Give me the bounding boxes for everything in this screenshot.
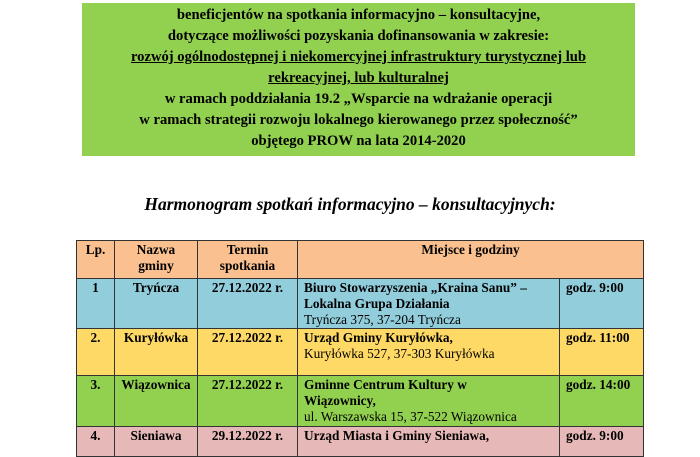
header-nazwa-line1: Nazwa <box>136 242 176 257</box>
header-line-1: beneficjentów na spotkania informacyjno – konsultacyjne, <box>176 7 541 23</box>
header-termin <box>198 241 298 279</box>
row-termin: 29.12.2022 r. <box>198 427 298 457</box>
place-name-line2: Wiązownicy, <box>304 393 376 408</box>
row-hour: godz. 9:00 <box>560 427 644 457</box>
place-name-line1: Biuro Stowarzyszenia „Kraina Sanu” – <box>304 280 527 295</box>
table-row <box>77 329 644 376</box>
place-address: Kuryłówka 527, 37-303 Kuryłówka <box>304 346 495 361</box>
row-place <box>298 329 560 376</box>
place-name-line1: Urząd Gminy Kuryłówka, <box>304 330 453 345</box>
row-hour: godz. 14:00 <box>560 376 644 427</box>
meeting-schedule-table <box>76 240 644 457</box>
row-place <box>298 376 560 427</box>
row-lp: 1 <box>77 279 115 329</box>
header-termin-line1: Termin <box>226 242 269 257</box>
row-place <box>298 279 560 329</box>
header-termin-line2: spotkania <box>219 258 276 273</box>
row-termin: 27.12.2022 r. <box>198 329 298 376</box>
row-hour: godz. 11:00 <box>560 329 644 376</box>
row-place <box>298 427 560 457</box>
row-termin: 27.12.2022 r. <box>198 279 298 329</box>
row-gmina: Wiązownica <box>115 376 198 427</box>
row-lp: 4. <box>77 427 115 457</box>
row-hour: godz. 9:00 <box>560 279 644 329</box>
header-lp: Lp. <box>77 241 115 279</box>
header-line-6: w ramach strategii rozwoju lokalnego kierowanego przez społeczność” <box>139 112 578 128</box>
row-gmina: Tryńcza <box>115 279 198 329</box>
header-line-3-underlined: rozwój ogólnodostępnej i niekomercyjnej infrastruktury turystycznej lub <box>130 49 587 65</box>
header-line-4-underlined: rekreacyjnej, lub kulturalnej <box>268 70 449 86</box>
header-nazwa-line2: gminy <box>138 258 174 273</box>
section-title: Harmonogram spotkań informacyjno – konsultacyjnych: <box>144 194 556 214</box>
row-gmina: Kuryłówka <box>115 329 198 376</box>
row-lp: 3. <box>77 376 115 427</box>
header-nazwa-gminy <box>115 241 198 279</box>
row-termin: 27.12.2022 r. <box>198 376 298 427</box>
header-line-7: objętego PROW na lata 2014-2020 <box>251 133 466 149</box>
row-lp: 2. <box>77 329 115 376</box>
header-line-2: dotyczące możliwości pozyskania dofinansowania w zakresie: <box>167 28 550 44</box>
table-row <box>77 427 644 457</box>
place-name-line1: Urząd Miasta i Gminy Sieniawa, <box>304 428 490 443</box>
table-row <box>77 279 644 329</box>
table-header-row <box>77 241 644 279</box>
place-address: Tryńcza 375, 37-204 Tryńcza <box>304 312 461 327</box>
announcement-header-box <box>82 3 635 156</box>
row-gmina: Sieniawa <box>115 427 198 457</box>
table-row <box>77 376 644 427</box>
place-name-line2: Lokalna Grupa Działania <box>304 296 450 311</box>
header-line-5: w ramach poddziałania 19.2 „Wsparcie na wdrażanie operacji <box>164 91 553 107</box>
header-miejsce: Miejsce i godziny <box>298 241 644 279</box>
place-address: ul. Warszawska 15, 37-522 Wiązownica <box>304 409 517 424</box>
place-name-line1: Gminne Centrum Kultury w <box>304 377 467 392</box>
